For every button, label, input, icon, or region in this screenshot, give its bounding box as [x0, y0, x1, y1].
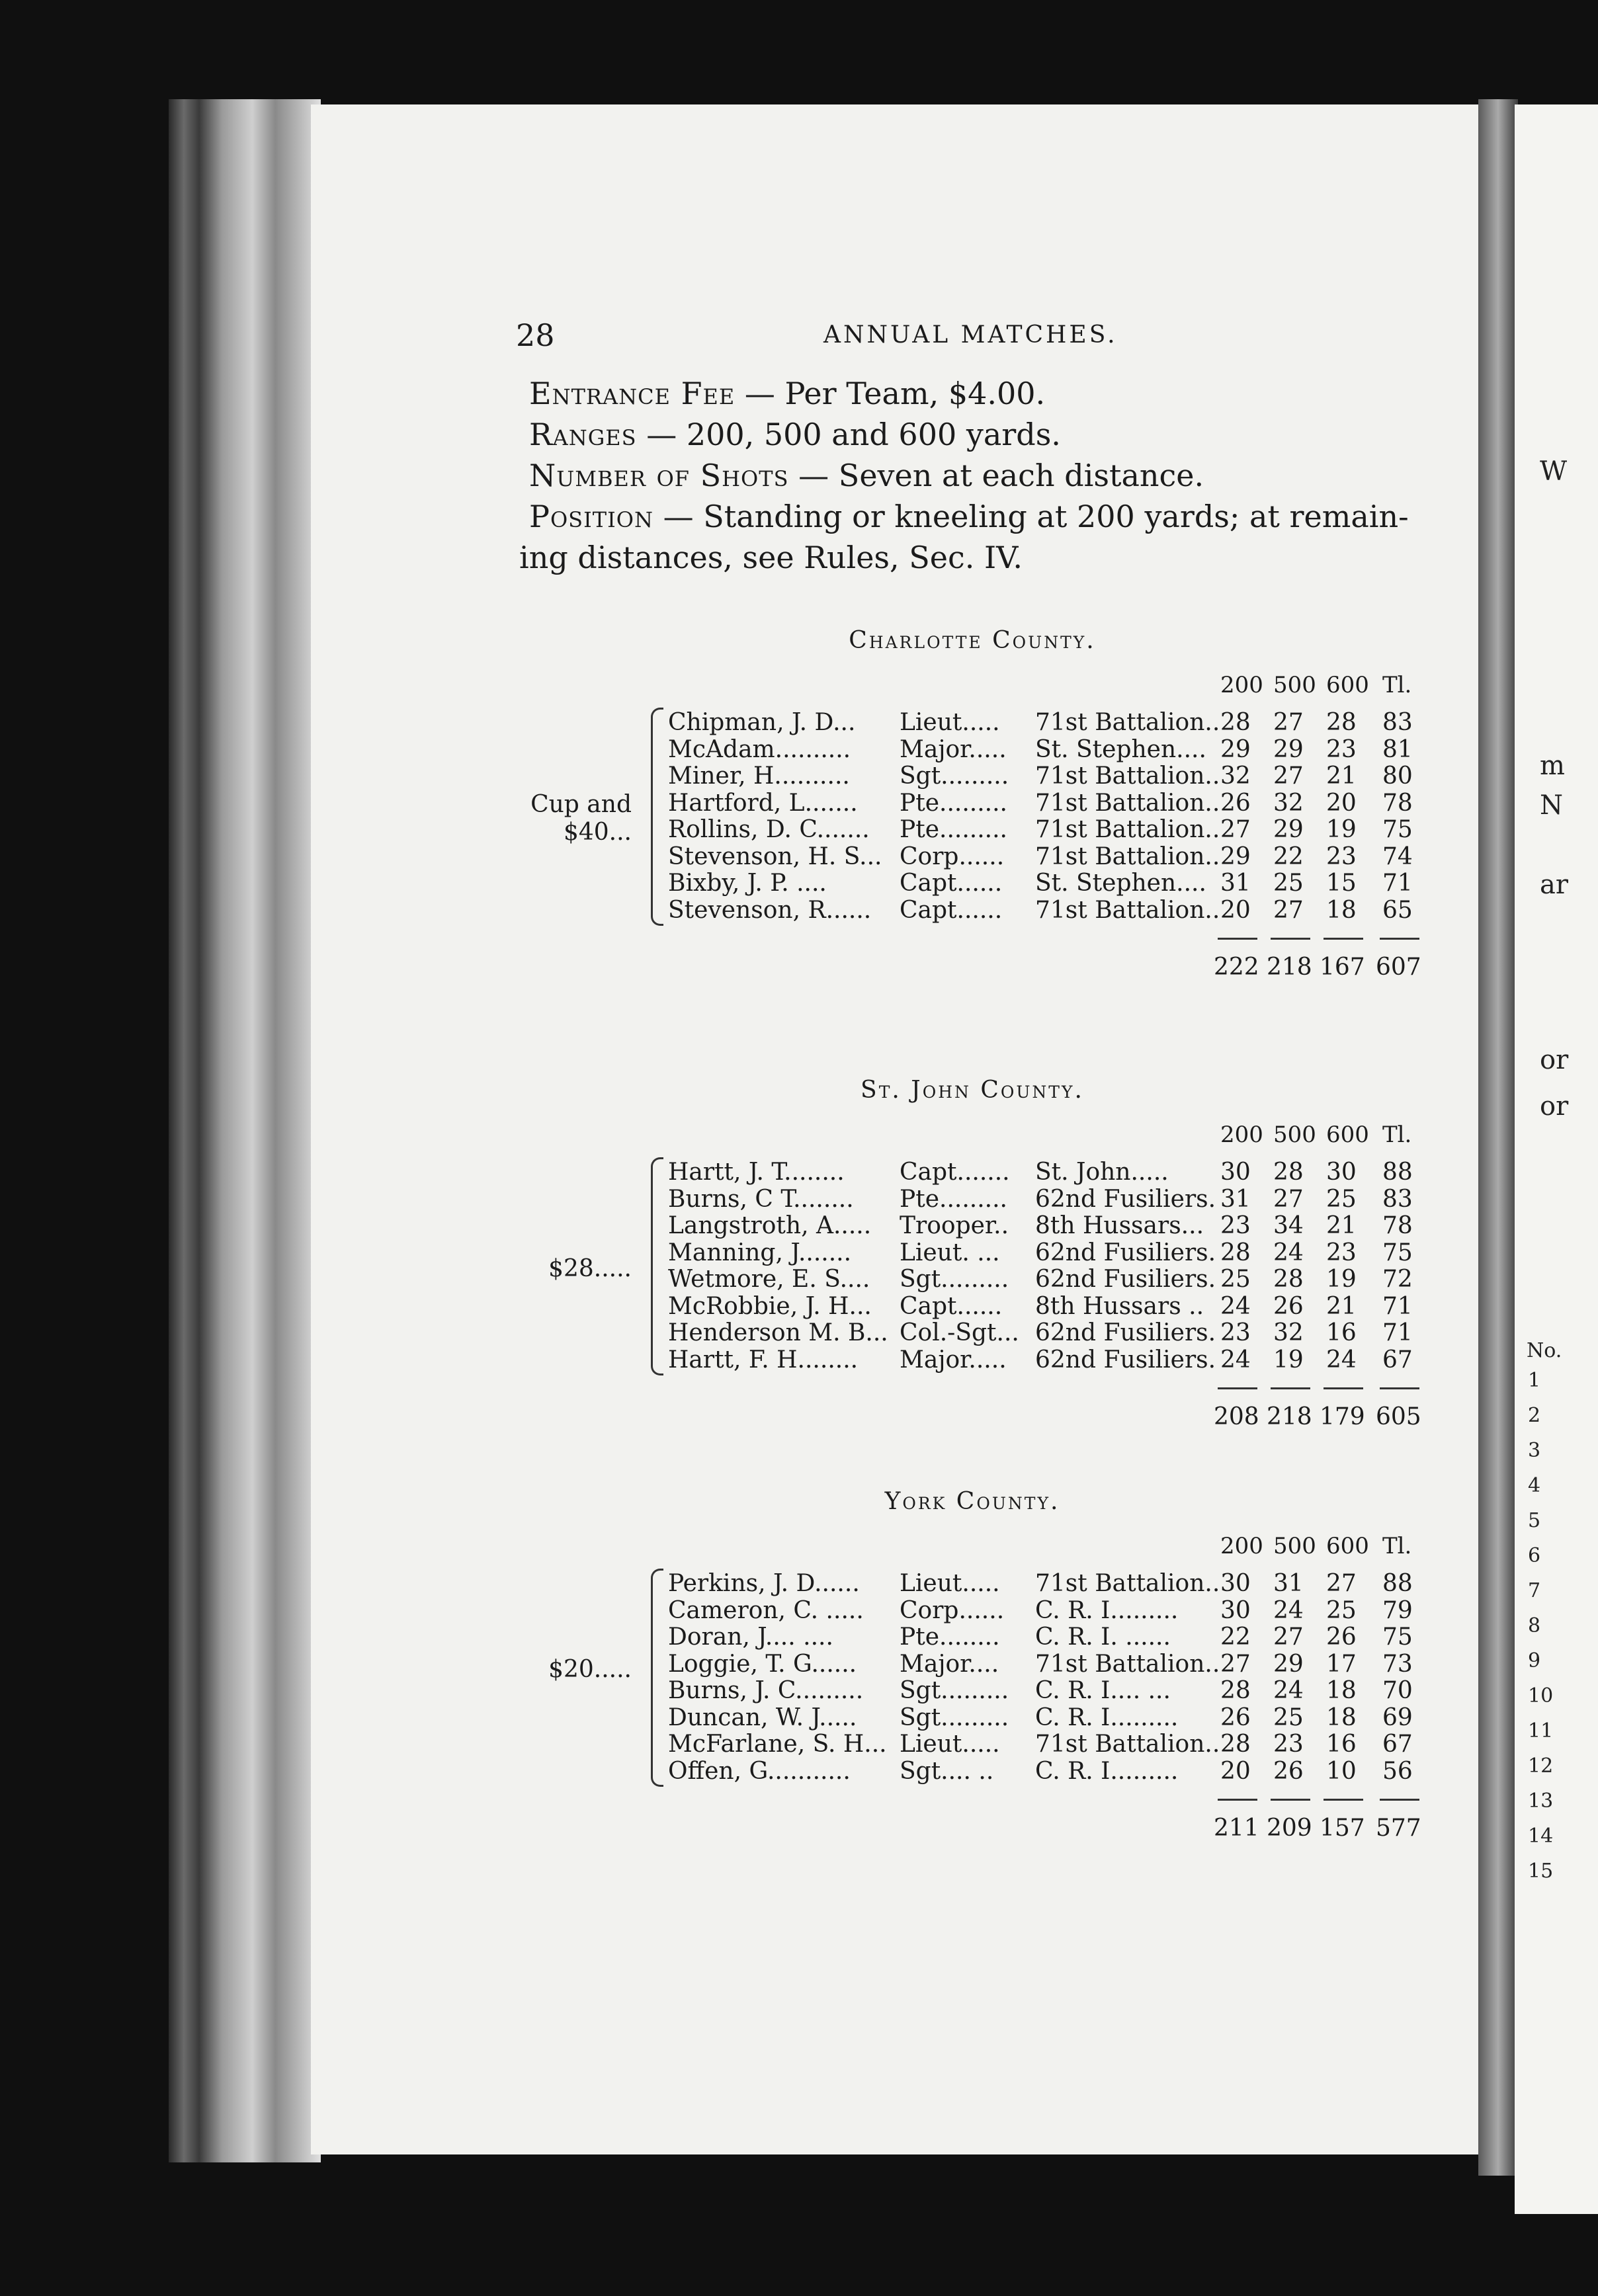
cell-total: 56 — [1382, 1757, 1413, 1785]
total-s200: 208 — [1214, 1403, 1259, 1430]
rule-line — [529, 376, 1045, 411]
cell-rank: Major.... — [900, 1650, 999, 1678]
total-s200: 211 — [1214, 1815, 1259, 1842]
cell-total: 78 — [1382, 789, 1413, 817]
facing-number: 5 — [1528, 1509, 1541, 1532]
rule-text: — Per Team, $4.00. — [735, 376, 1046, 411]
cell-name: Manning, J....... — [668, 1239, 852, 1266]
cell-total: 74 — [1382, 842, 1413, 870]
table-row — [668, 1570, 1415, 1599]
rule-line — [529, 417, 1061, 452]
cell-corps: 71st Battalion.. — [1035, 816, 1220, 843]
cell-s600: 18 — [1326, 1703, 1357, 1731]
cell-s200: 24 — [1220, 1292, 1251, 1320]
table-row — [668, 709, 1415, 738]
cell-name: Rollins, D. C....... — [668, 816, 870, 843]
cell-total: 81 — [1382, 735, 1413, 763]
cell-s200: 28 — [1220, 1731, 1251, 1758]
cell-total: 73 — [1382, 1650, 1413, 1678]
cell-name: Langstroth, A..... — [668, 1212, 872, 1239]
total-s600: 167 — [1320, 954, 1365, 981]
total-s600: 157 — [1320, 1815, 1365, 1842]
cell-s600: 20 — [1326, 789, 1357, 817]
cell-s200: 30 — [1220, 1159, 1251, 1186]
facing-fragment: m — [1540, 751, 1565, 781]
cell-rank: Pte......... — [900, 789, 1007, 817]
cell-s500: 25 — [1273, 870, 1304, 897]
cell-s200: 31 — [1220, 1185, 1251, 1213]
facing-number: 14 — [1528, 1824, 1554, 1848]
cell-s600: 21 — [1326, 762, 1357, 790]
table-row — [668, 843, 1415, 872]
group-brace — [651, 1569, 663, 1787]
cell-s200: 28 — [1220, 1239, 1251, 1266]
column-header-Tl.: Tl. — [1382, 672, 1412, 698]
table-row — [668, 1623, 1415, 1653]
cell-total: 71 — [1382, 1292, 1413, 1320]
cell-name: Hartford, L....... — [668, 789, 858, 817]
total-rule — [1324, 938, 1363, 942]
total-rule — [1380, 938, 1419, 942]
facing-number: 13 — [1528, 1789, 1554, 1813]
cell-s200: 26 — [1220, 789, 1251, 817]
rule-text: — Standing or kneeling at 200 yards; at remain- — [653, 499, 1409, 534]
cell-rank: Lieut..... — [900, 709, 1000, 736]
cell-s600: 26 — [1326, 1623, 1357, 1651]
cell-s500: 26 — [1273, 1757, 1304, 1785]
column-header-200: 200 — [1220, 1533, 1263, 1559]
total-rule — [1271, 938, 1310, 942]
cell-corps: C. R. I. ...... — [1035, 1623, 1171, 1651]
cell-s200: 28 — [1220, 1677, 1251, 1704]
cell-rank: Sgt.... .. — [900, 1757, 994, 1785]
cell-name: Cameron, C. ..... — [668, 1596, 864, 1624]
table-row — [668, 897, 1415, 926]
total-rule — [1380, 1799, 1419, 1803]
cell-s200: 23 — [1220, 1212, 1251, 1239]
cell-s600: 28 — [1326, 709, 1357, 736]
group-brace — [651, 708, 663, 926]
cell-s600: 18 — [1326, 896, 1357, 924]
total-s500: 209 — [1267, 1815, 1312, 1842]
cell-s200: 28 — [1220, 709, 1251, 736]
cell-corps: C. R. I......... — [1035, 1703, 1179, 1731]
cell-s600: 19 — [1326, 1266, 1357, 1293]
cell-s200: 27 — [1220, 816, 1251, 843]
cell-s200: 25 — [1220, 1266, 1251, 1293]
cell-name: Hartt, J. T........ — [668, 1159, 845, 1186]
cell-total: 69 — [1382, 1703, 1413, 1731]
total-s600: 179 — [1320, 1403, 1365, 1430]
cell-corps: 62nd Fusiliers. — [1035, 1266, 1216, 1293]
table-row — [668, 1212, 1415, 1241]
total-rule — [1271, 1387, 1310, 1391]
total-rule — [1218, 1387, 1257, 1391]
cell-s500: 27 — [1273, 709, 1304, 736]
cell-rank: Corp...... — [900, 1596, 1005, 1624]
cell-s500: 23 — [1273, 1731, 1304, 1758]
rule-text: — 200, 500 and 600 yards. — [636, 417, 1061, 452]
cell-s200: 20 — [1220, 1757, 1251, 1785]
cell-name: Perkins, J. D...... — [668, 1570, 860, 1597]
cell-name: Offen, G........... — [668, 1757, 851, 1785]
facing-number: 6 — [1528, 1544, 1541, 1567]
cell-rank: Capt...... — [900, 896, 1003, 924]
rule-label: Position — [529, 499, 653, 534]
cell-rank: Sgt......... — [900, 1677, 1009, 1704]
cell-s600: 21 — [1326, 1292, 1357, 1320]
cell-s500: 32 — [1273, 1319, 1304, 1346]
table-row — [668, 1651, 1415, 1680]
cell-corps: 71st Battalion.. — [1035, 762, 1220, 790]
table-row — [668, 790, 1415, 819]
facing-number: 12 — [1528, 1754, 1554, 1778]
cell-corps: 62nd Fusiliers. — [1035, 1319, 1216, 1346]
facing-no-label: No. — [1527, 1339, 1562, 1362]
cell-s600: 23 — [1326, 842, 1357, 870]
cell-rank: Trooper.. — [900, 1212, 1009, 1239]
facing-number: 9 — [1528, 1649, 1541, 1672]
cell-corps: C. R. I......... — [1035, 1757, 1179, 1785]
table-row — [668, 1758, 1415, 1787]
cell-s500: 25 — [1273, 1703, 1304, 1731]
table-row — [668, 1186, 1415, 1215]
facing-number: 2 — [1528, 1404, 1541, 1427]
cell-s200: 31 — [1220, 870, 1251, 897]
cell-name: Bixby, J. P. .... — [668, 870, 827, 897]
cell-rank: Lieut..... — [900, 1731, 1000, 1758]
facing-number: 8 — [1528, 1614, 1541, 1637]
facing-number: 10 — [1528, 1684, 1554, 1707]
cell-name: Loggie, T. G...... — [668, 1650, 857, 1678]
cell-total: 78 — [1382, 1212, 1413, 1239]
cell-s500: 31 — [1273, 1570, 1304, 1597]
cell-s200: 30 — [1220, 1570, 1251, 1597]
cell-name: Henderson M. B... — [668, 1319, 888, 1346]
cell-corps: 71st Battalion.. — [1035, 709, 1220, 736]
cell-corps: C. R. I......... — [1035, 1596, 1179, 1624]
cell-s600: 30 — [1326, 1159, 1357, 1186]
cell-s200: 24 — [1220, 1346, 1251, 1374]
cell-name: Stevenson, H. S... — [668, 842, 882, 870]
rule-text: — Seven at each distance. — [788, 458, 1204, 493]
facing-number: 4 — [1528, 1474, 1541, 1497]
cell-name: Duncan, W. J..... — [668, 1703, 857, 1731]
cell-name: McAdam.......... — [668, 735, 851, 763]
column-header-Tl.: Tl. — [1382, 1533, 1412, 1559]
cell-s500: 28 — [1273, 1159, 1304, 1186]
cell-total: 72 — [1382, 1266, 1413, 1293]
rule-label: Ranges — [529, 417, 637, 452]
cell-total: 80 — [1382, 762, 1413, 790]
facing-fragment: W — [1540, 456, 1568, 487]
facing-number: 7 — [1528, 1579, 1541, 1602]
cell-rank: Col.-Sgt... — [900, 1319, 1019, 1346]
cell-s500: 29 — [1273, 735, 1304, 763]
column-header-200: 200 — [1220, 1122, 1263, 1148]
cell-rank: Major..... — [900, 1346, 1007, 1374]
total-rule — [1380, 1387, 1419, 1391]
cell-s500: 24 — [1273, 1239, 1304, 1266]
cell-s200: 26 — [1220, 1703, 1251, 1731]
total-rule — [1324, 1799, 1363, 1803]
cell-s600: 16 — [1326, 1319, 1357, 1346]
cell-s200: 27 — [1220, 1650, 1251, 1678]
cell-s500: 29 — [1273, 816, 1304, 843]
cell-rank: Capt...... — [900, 870, 1003, 897]
cell-rank: Pte......... — [900, 816, 1007, 843]
county-title: York County. — [884, 1488, 1060, 1515]
table-row — [668, 1677, 1415, 1706]
cell-s500: 22 — [1273, 842, 1304, 870]
cell-rank: Corp...... — [900, 842, 1005, 870]
cell-name: Doran, J.... .... — [668, 1623, 833, 1651]
column-header-500: 500 — [1273, 672, 1316, 698]
cell-corps: 71st Battalion.. — [1035, 842, 1220, 870]
facing-fragment: ar — [1540, 870, 1568, 900]
county-title: St. John County. — [861, 1077, 1084, 1104]
prize-label: $20..... — [548, 1656, 632, 1683]
cell-s200: 20 — [1220, 896, 1251, 924]
cell-s600: 16 — [1326, 1731, 1357, 1758]
facing-page — [1515, 104, 1598, 2214]
cell-total: 88 — [1382, 1570, 1413, 1597]
cell-s600: 24 — [1326, 1346, 1357, 1374]
cell-rank: Pte........ — [900, 1623, 1000, 1651]
cell-s500: 27 — [1273, 1185, 1304, 1213]
cell-total: 83 — [1382, 1185, 1413, 1213]
rule-label: Number of Shots — [529, 458, 789, 493]
cell-s500: 24 — [1273, 1596, 1304, 1624]
column-header-Tl.: Tl. — [1382, 1122, 1412, 1148]
cell-corps: 71st Battalion.. — [1035, 789, 1220, 817]
table-row — [668, 762, 1415, 792]
facing-fragment: N — [1540, 790, 1563, 821]
cell-s600: 15 — [1326, 870, 1357, 897]
table-row — [668, 1239, 1415, 1268]
facing-number: 3 — [1528, 1439, 1541, 1462]
cell-s600: 25 — [1326, 1596, 1357, 1624]
prize-label: $40... — [563, 819, 632, 846]
column-header-600: 600 — [1326, 1533, 1369, 1559]
cell-name: Miner, H.......... — [668, 762, 850, 790]
cell-name: Chipman, J. D... — [668, 709, 856, 736]
book-gutter — [1478, 99, 1518, 2176]
cell-s600: 19 — [1326, 816, 1357, 843]
cell-corps: 71st Battalion.. — [1035, 1570, 1220, 1597]
cell-name: Wetmore, E. S.... — [668, 1266, 870, 1293]
cell-corps: C. R. I.... ... — [1035, 1677, 1171, 1704]
cell-s500: 28 — [1273, 1266, 1304, 1293]
table-row — [668, 1731, 1415, 1760]
cell-rank: Sgt......... — [900, 1266, 1009, 1293]
cell-corps: 71st Battalion.. — [1035, 1731, 1220, 1758]
cell-total: 71 — [1382, 1319, 1413, 1346]
cell-total: 67 — [1382, 1731, 1413, 1758]
cell-corps: 71st Battalion.. — [1035, 1650, 1220, 1678]
table-row — [668, 736, 1415, 765]
rule-line — [529, 458, 1204, 493]
cell-name: Burns, J. C......... — [668, 1677, 864, 1704]
cell-s200: 29 — [1220, 842, 1251, 870]
table-row — [668, 1597, 1415, 1626]
cell-name: McFarlane, S. H... — [668, 1731, 887, 1758]
book-page-edges — [169, 99, 321, 2162]
running-title: ANNUAL MATCHES. — [823, 321, 1118, 348]
total-total: 605 — [1376, 1403, 1421, 1430]
cell-rank: Sgt......... — [900, 1703, 1009, 1731]
cell-s600: 18 — [1326, 1677, 1357, 1704]
cell-s200: 29 — [1220, 735, 1251, 763]
cell-corps: 62nd Fusiliers. — [1035, 1185, 1216, 1213]
facing-fragment: or — [1540, 1045, 1569, 1075]
cell-rank: Pte......... — [900, 1185, 1007, 1213]
column-header-500: 500 — [1273, 1122, 1316, 1148]
prize-label: Cup and — [530, 791, 632, 818]
total-rule — [1324, 1387, 1363, 1391]
cell-corps: 62nd Fusiliers. — [1035, 1239, 1216, 1266]
facing-fragment: or — [1540, 1091, 1569, 1122]
cell-s500: 24 — [1273, 1677, 1304, 1704]
total-s500: 218 — [1267, 1403, 1312, 1430]
cell-corps: 62nd Fusiliers. — [1035, 1346, 1216, 1374]
cell-total: 67 — [1382, 1346, 1413, 1374]
rule-label: Entrance Fee — [529, 376, 736, 411]
cell-corps: St. Stephen.... — [1035, 870, 1206, 897]
table-row — [668, 1293, 1415, 1322]
cell-rank: Capt...... — [900, 1292, 1003, 1320]
facing-number: 11 — [1528, 1719, 1554, 1742]
cell-s200: 22 — [1220, 1623, 1251, 1651]
cell-total: 88 — [1382, 1159, 1413, 1186]
total-s200: 222 — [1214, 954, 1259, 981]
total-total: 577 — [1376, 1815, 1421, 1842]
cell-rank: Lieut..... — [900, 1570, 1000, 1597]
table-row — [668, 1346, 1415, 1375]
group-brace — [651, 1157, 663, 1375]
county-title: Charlotte County. — [849, 627, 1096, 654]
column-header-600: 600 — [1326, 1122, 1369, 1148]
table-row — [668, 1704, 1415, 1733]
cell-s600: 21 — [1326, 1212, 1357, 1239]
cell-s600: 17 — [1326, 1650, 1357, 1678]
cell-corps: St. Stephen.... — [1035, 735, 1206, 763]
table-row — [668, 1266, 1415, 1295]
cell-corps: 71st Battalion.. — [1035, 896, 1220, 924]
cell-s500: 34 — [1273, 1212, 1304, 1239]
cell-total: 79 — [1382, 1596, 1413, 1624]
cell-s500: 27 — [1273, 762, 1304, 790]
cell-s200: 30 — [1220, 1596, 1251, 1624]
column-header-500: 500 — [1273, 1533, 1316, 1559]
cell-s500: 19 — [1273, 1346, 1304, 1374]
column-header-600: 600 — [1326, 672, 1369, 698]
page-number: 28 — [516, 317, 555, 353]
cell-s600: 10 — [1326, 1757, 1357, 1785]
cell-total: 75 — [1382, 816, 1413, 843]
table-row — [668, 1159, 1415, 1188]
cell-s200: 23 — [1220, 1319, 1251, 1346]
cell-rank: Capt....... — [900, 1159, 1010, 1186]
cell-corps: 8th Hussars... — [1035, 1212, 1204, 1239]
total-rule — [1271, 1799, 1310, 1803]
cell-rank: Sgt......... — [900, 762, 1009, 790]
cell-s500: 29 — [1273, 1650, 1304, 1678]
cell-s500: 27 — [1273, 896, 1304, 924]
prize-label: $28..... — [548, 1255, 632, 1282]
total-rule — [1218, 938, 1257, 942]
cell-s200: 32 — [1220, 762, 1251, 790]
cell-name: Burns, C T........ — [668, 1185, 854, 1213]
column-header-200: 200 — [1220, 672, 1263, 698]
rule-continuation: ing distances, see Rules, Sec. IV. — [519, 540, 1023, 575]
cell-s500: 32 — [1273, 789, 1304, 817]
cell-name: Hartt, F. H........ — [668, 1346, 859, 1374]
facing-number: 15 — [1528, 1860, 1554, 1883]
cell-corps: St. John..... — [1035, 1159, 1169, 1186]
cell-name: Stevenson, R...... — [668, 896, 872, 924]
cell-total: 83 — [1382, 709, 1413, 736]
cell-total: 70 — [1382, 1677, 1413, 1704]
cell-total: 65 — [1382, 896, 1413, 924]
facing-number: 1 — [1528, 1369, 1541, 1392]
table-row — [668, 870, 1415, 899]
cell-s500: 26 — [1273, 1292, 1304, 1320]
cell-rank: Lieut. ... — [900, 1239, 1000, 1266]
cell-total: 71 — [1382, 870, 1413, 897]
total-total: 607 — [1376, 954, 1421, 981]
cell-s600: 27 — [1326, 1570, 1357, 1597]
cell-name: McRobbie, J. H... — [668, 1292, 872, 1320]
cell-rank: Major..... — [900, 735, 1007, 763]
table-row — [668, 1319, 1415, 1348]
total-s500: 218 — [1267, 954, 1312, 981]
cell-total: 75 — [1382, 1623, 1413, 1651]
cell-s600: 23 — [1326, 735, 1357, 763]
cell-s500: 27 — [1273, 1623, 1304, 1651]
cell-corps: 8th Hussars .. — [1035, 1292, 1204, 1320]
cell-total: 75 — [1382, 1239, 1413, 1266]
rule-line — [529, 499, 1409, 534]
total-rule — [1218, 1799, 1257, 1803]
cell-s600: 23 — [1326, 1239, 1357, 1266]
cell-s600: 25 — [1326, 1185, 1357, 1213]
table-row — [668, 816, 1415, 845]
